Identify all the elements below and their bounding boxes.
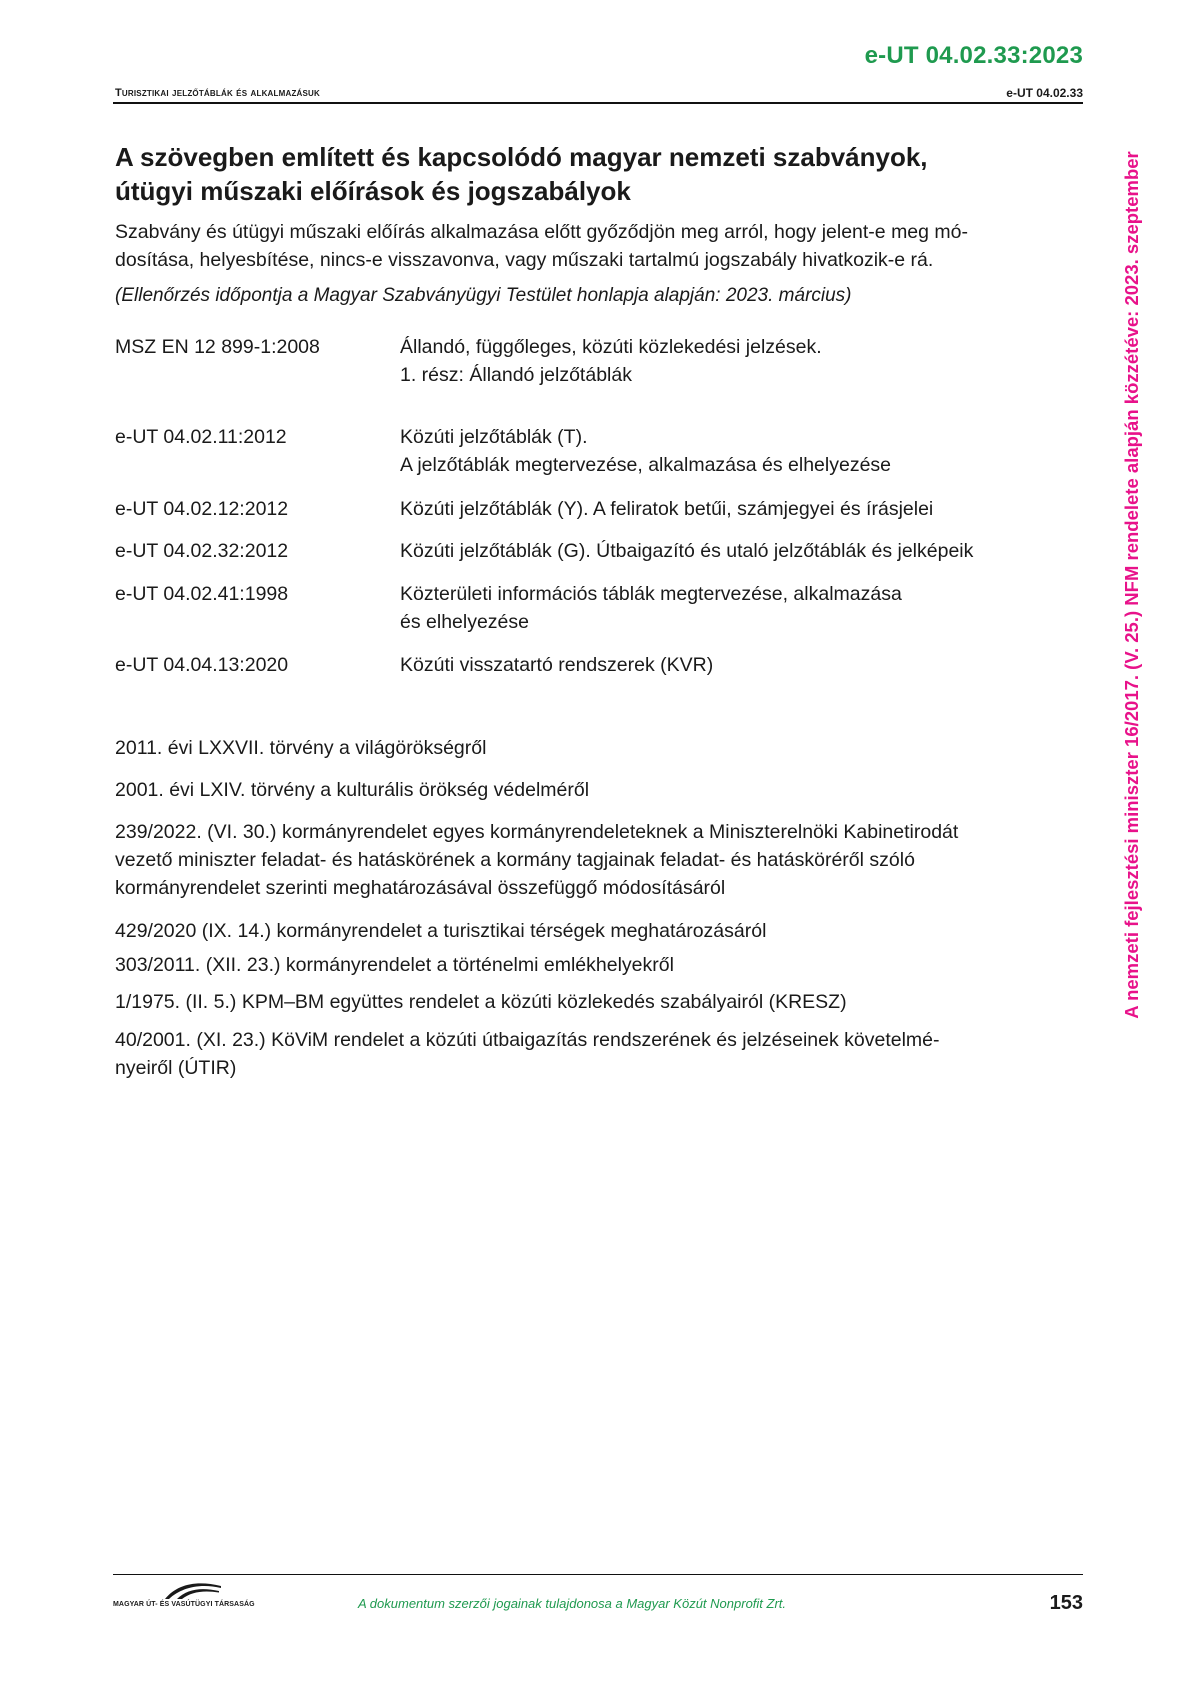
standard-description-line: Közúti jelzőtáblák (G). Útbaigazító és utaló jelzőtáblák és jelképeik	[400, 540, 974, 562]
legislation-line: 40/2001. (XI. 23.) KöViM rendelet a közúti útbaigazítás rendszerének és jelzéseinek követelmé-	[115, 1029, 940, 1051]
standard-description-line: Közterületi információs táblák megtervezése, alkalmazása	[400, 583, 902, 605]
standard-code: MSZ EN 12 899-1:2008	[115, 336, 320, 358]
standard-description	[400, 580, 1090, 636]
standard-code: e-UT 04.02.12:2012	[115, 498, 289, 520]
footer-rule	[113, 1574, 1083, 1575]
running-header-code: e-UT 04.02.33	[1006, 86, 1083, 100]
page-title-line: A szövegben említett és kapcsolódó magyar nemzeti szabványok,	[115, 142, 928, 172]
publication-side-note: A nemzeti fejlesztési miniszter 16/2017. (V. 25.) NFM rendelete alapján közzétéve: 2023. szeptember	[1121, 151, 1142, 1019]
legislation-item	[115, 951, 1075, 979]
document-code: e-UT 04.02.33:2023	[864, 42, 1083, 69]
legislation-item	[115, 818, 1075, 902]
intro-paragraph	[115, 218, 1085, 274]
standard-description-line: Közúti jelzőtáblák (T).	[400, 426, 588, 448]
standard-description-line: Közúti jelzőtáblák (Y). A feliratok betűi, számjegyei és írásjelei	[400, 498, 934, 520]
legislation-item	[115, 988, 1075, 1016]
legislation-item	[115, 776, 1075, 804]
legislation-line: vezető miniszter feladat- és hatáskörének a kormány tagjainak feladat- és hatásköréről szóló	[115, 849, 915, 871]
legislation-item	[115, 1026, 1075, 1082]
logo-text: MAGYAR ÚT- ÉS VASÚTÜGYI TÁRSASÁG	[113, 1601, 255, 1608]
standard-description-line: Állandó, függőleges, közúti közlekedési jelzések.	[400, 336, 822, 358]
page-title	[115, 140, 1075, 208]
standard-code: e-UT 04.04.13:2020	[115, 654, 289, 676]
standard-code: e-UT 04.02.41:1998	[115, 583, 289, 605]
page-title-line: útügyi műszaki előírások és jogszabályok	[115, 176, 631, 206]
legislation-line: 303/2011. (XII. 23.) kormányrendelet a történelmi emlékhelyekről	[115, 954, 674, 976]
standard-description-line: és elhelyezése	[400, 611, 529, 633]
standard-description	[400, 495, 1090, 523]
road-swoosh-icon	[163, 1580, 223, 1600]
intro-line: Szabvány és útügyi műszaki előírás alkalmazása előtt győződjön meg arról, hogy jelent-e meg mó-	[115, 221, 969, 243]
legislation-item	[115, 734, 1075, 762]
legislation-line: nyeiről (ÚTIR)	[115, 1057, 237, 1079]
association-logo	[113, 1580, 263, 1614]
check-date-note: (Ellenőrzés időpontja a Magyar Szabványügyi Testület honlapja alapján: 2023. március)	[115, 285, 852, 306]
legislation-line: 429/2020 (IX. 14.) kormányrendelet a turisztikai térségek meghatározásáról	[115, 920, 767, 942]
legislation-line: 239/2022. (VI. 30.) kormányrendelet egyes kormányrendeleteknek a Miniszterelnöki Kabinetirodát	[115, 821, 959, 843]
header-rule	[113, 102, 1083, 104]
standard-description-line: Közúti visszatartó rendszerek (KVR)	[400, 654, 714, 676]
standard-description	[400, 651, 1090, 679]
legislation-line: kormányrendelet szerinti meghatározásával összefüggő módosításáról	[115, 877, 726, 899]
legislation-line: 2011. évi LXXVII. törvény a világörökségről	[115, 737, 487, 759]
legislation-line: 1/1975. (II. 5.) KPM–BM együttes rendelet a közúti közlekedés szabályairól (KRESZ)	[115, 991, 847, 1013]
legislation-item	[115, 917, 1075, 945]
standard-code: e-UT 04.02.11:2012	[115, 426, 287, 448]
standard-description-line: 1. rész: Állandó jelzőtáblák	[400, 364, 632, 386]
copyright-note: A dokumentum szerzői jogainak tulajdonosa a Magyar Közút Nonprofit Zrt.	[358, 1596, 787, 1611]
intro-line: dosítása, helyesbítése, nincs-e visszavonva, vagy műszaki tartalmú jogszabály hivatkozik-e rá.	[115, 249, 934, 271]
standard-description	[400, 333, 1090, 389]
standard-description	[400, 423, 1090, 479]
standard-description	[400, 537, 1090, 565]
standard-code: e-UT 04.02.32:2012	[115, 540, 289, 562]
running-header-title: Turisztikai jelzőtáblák és alkalmazásuk	[115, 87, 321, 99]
legislation-line: 2001. évi LXIV. törvény a kulturális örökség védelméről	[115, 779, 590, 801]
standard-description-line: A jelzőtáblák megtervezése, alkalmazása és elhelyezése	[400, 454, 892, 476]
page-number: 153	[1049, 1592, 1083, 1614]
